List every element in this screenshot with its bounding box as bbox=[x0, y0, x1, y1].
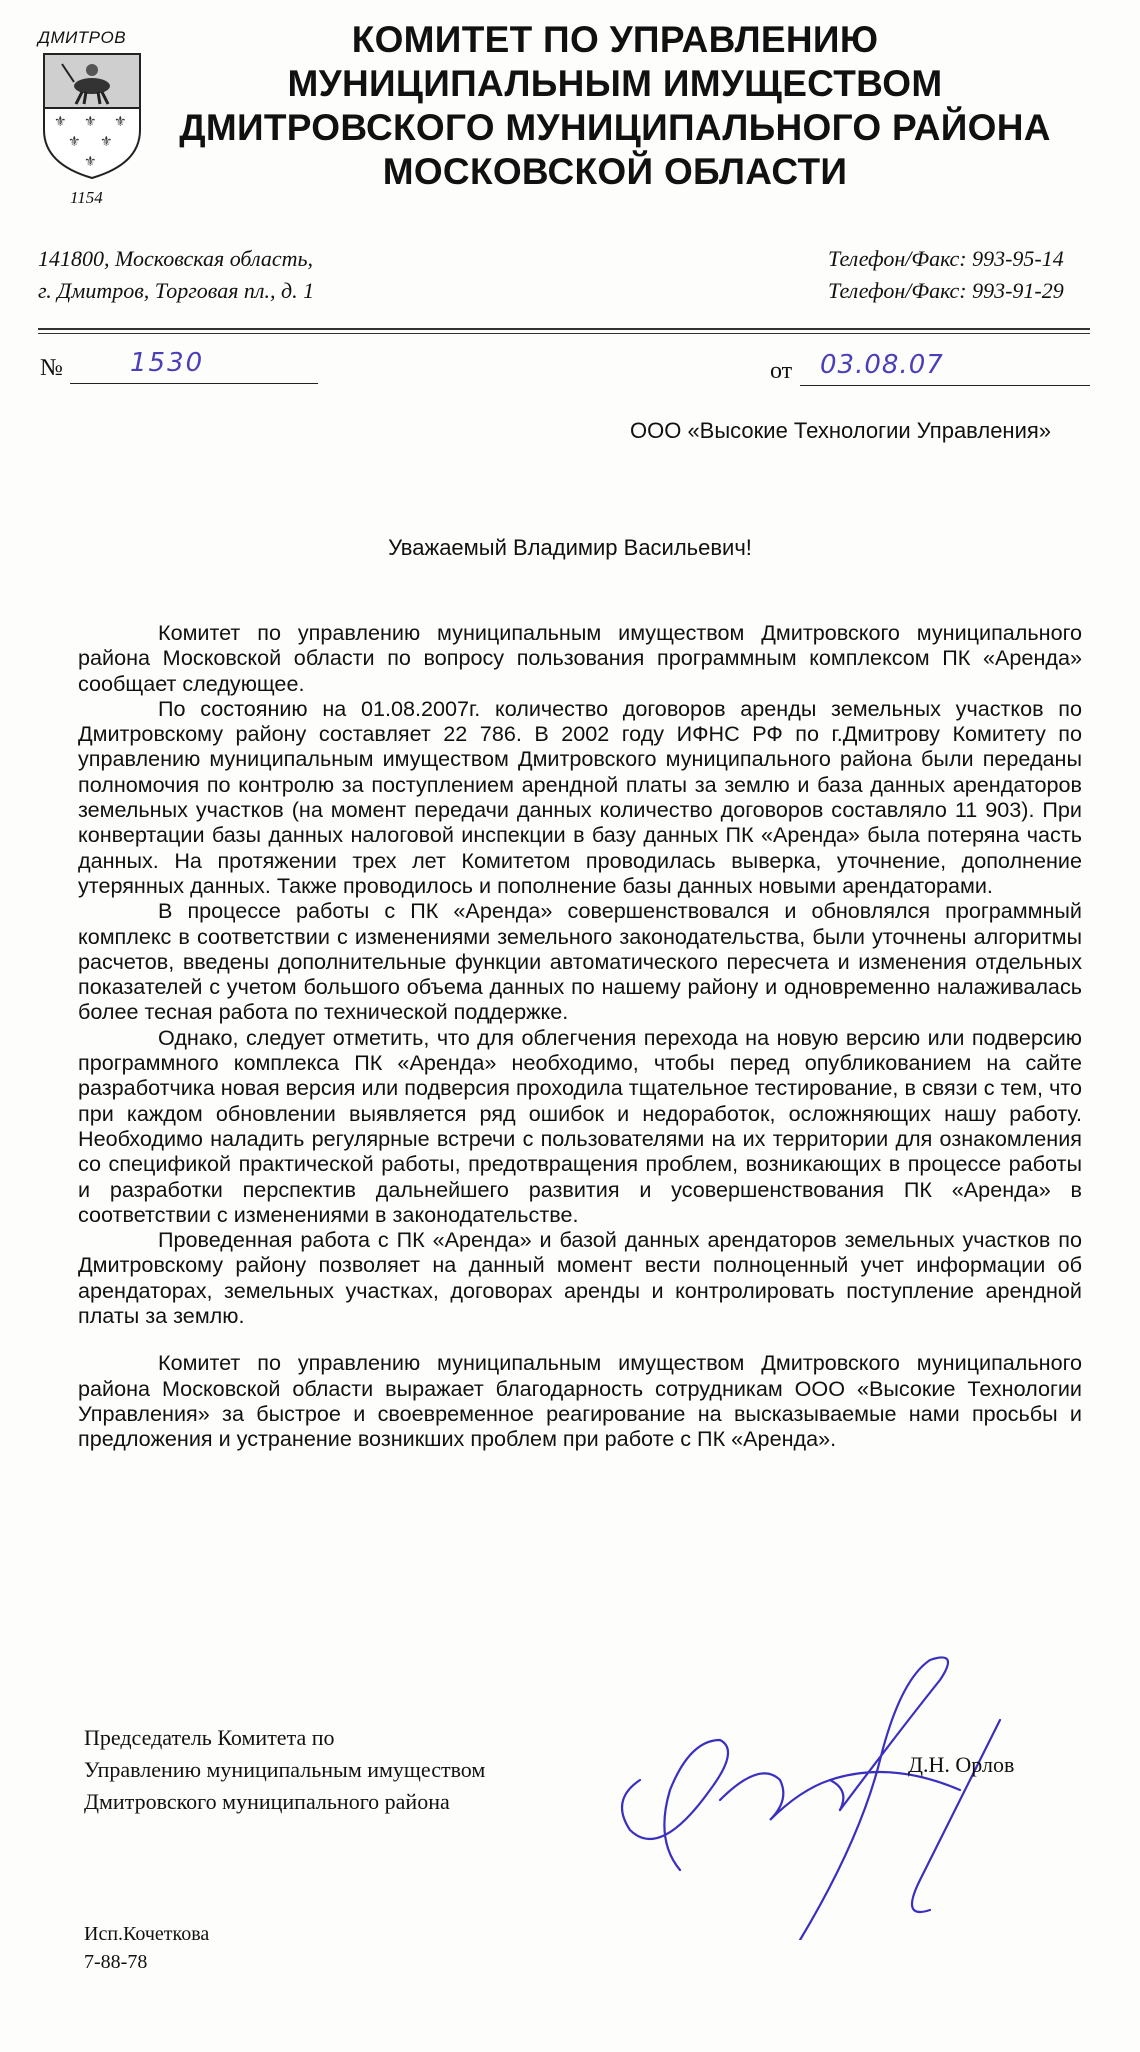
date-label: от bbox=[770, 358, 793, 384]
coat-year-label: 1154 bbox=[70, 188, 103, 207]
paragraph: По состоянию на 01.08.2007г. количество договоров аренды земельных участков по Дмитровскому району составляет 22 786. В 2002 году ИФНС РФ по г.Дмитрову Комитету по управлению муниципальным имуществом Дмитровского муниципального района были переданы полномочия по контролю за поступлением арендной платы за землю и база данных арендаторов земельных участков (на момент передачи данных количество договоров составляло 11 903). При конвертации базы данных налоговой инспекции в базу данных ПК «Аренда» была потеряна часть данных. На протяжении трех лет Комитетом проводилась выверка, уточнение, дополнение утерянных данных. Также проводилось и пополнение базы данных новыми арендаторами. bbox=[78, 695, 1082, 898]
header-divider bbox=[38, 333, 1090, 334]
number-underline bbox=[70, 383, 318, 384]
coat-of-arms-emblem-icon bbox=[42, 52, 142, 180]
address-block bbox=[38, 243, 314, 307]
coat-town-label: ДМИТРОВ bbox=[38, 28, 127, 47]
signatory-title bbox=[84, 1722, 485, 1818]
phone-line: Телефон/Факс: 993-95-14 bbox=[828, 246, 1064, 271]
svg-text:⚜: ⚜ bbox=[114, 115, 127, 130]
svg-text:⚜: ⚜ bbox=[84, 115, 97, 130]
title-line: МУНИЦИПАЛЬНЫМ ИМУЩЕСТВОМ bbox=[287, 63, 943, 104]
organization-title bbox=[160, 18, 1070, 194]
executor-name: Исп.Кочеткова bbox=[84, 1923, 210, 1945]
address-line: 141800, Московская область, bbox=[38, 246, 313, 271]
signatory-title-line: Управлению муниципальным имуществом bbox=[84, 1757, 486, 1782]
recipient: ООО «Высокие Технологии Управления» bbox=[630, 418, 1052, 443]
executor-block bbox=[84, 1920, 209, 1976]
title-line: КОМИТЕТ ПО УПРАВЛЕНИЮ bbox=[351, 19, 879, 60]
paragraph: Комитет по управлению муниципальным имуществом Дмитровского муниципального района Московской области выражает благодарность сотрудникам ООО «Высокие Технологии Управления» за быстрое и своевременное реагирование на высказываемые нами просьбы и предложения и устранение возникших проблем при работе с ПК «Аренда». bbox=[78, 1350, 1082, 1452]
number-value: 1530 bbox=[130, 348, 205, 378]
paragraph: Проведенная работа с ПК «Аренда» и базой данных арендаторов земельных участков по Дмитровскому району позволяет на данный момент вести полноценный учет информации об арендаторах, земельных участках, договорах аренды и контролировать поступление арендной платы за землю. bbox=[78, 1227, 1082, 1329]
handwritten-signature-icon bbox=[600, 1640, 1020, 1940]
date-underline bbox=[800, 385, 1090, 386]
signatory-title-line: Дмитровского муниципального района bbox=[84, 1789, 450, 1814]
svg-text:⚜: ⚜ bbox=[84, 155, 97, 170]
address-line: г. Дмитров, Торговая пл., д. 1 bbox=[38, 278, 315, 303]
letter-body bbox=[78, 620, 1082, 1452]
phone-line: Телефон/Факс: 993-91-29 bbox=[828, 278, 1064, 303]
salutation: Уважаемый Владимир Васильевич! bbox=[388, 535, 752, 560]
paragraph: Однако, следует отметить, что для облегчения перехода на новую версию или подверсию программного комплекса ПК «Аренда» необходимо, чтобы перед опубликованием на сайте разработчика новая версия или подверсия проходила тщательное тестирование, в связи с тем, что при каждом обновлении выявляется ряд ошибок и недоработок, осложняющих нашу работу. Необходимо наладить регулярные встречи с пользователями на их территории для ознакомления со спецификой практической работы, предотвращения проблем, возникающих в процессе работы и разработки перспектив дальнейшего развития и усовершенствования ПК «Аренда» в соответствии с изменениями в законодательстве. bbox=[78, 1024, 1082, 1227]
svg-text:⚜: ⚜ bbox=[54, 115, 67, 130]
paragraph: Комитет по управлению муниципальным имуществом Дмитровского муниципального района Московской области по вопросу пользования программным комплексом ПК «Аренда» сообщает следующее. bbox=[78, 620, 1082, 696]
svg-text:⚜: ⚜ bbox=[68, 135, 81, 150]
header-divider bbox=[38, 328, 1090, 330]
signatory-name: Д.Н. Орлов bbox=[908, 1752, 1015, 1777]
title-line: МОСКОВСКОЙ ОБЛАСТИ bbox=[382, 151, 848, 192]
paragraph: В процессе работы с ПК «Аренда» совершенствовался и обновлялся программный комплекс в соответствии с изменениями земельного законодательства, были уточнены алгоритмы расчетов, введены дополнительные функции автоматического пересчета и изменения отдельных показателей с учетом большого объема данных по нашему району и одновременно налаживалась более тесная работа по технической поддержке. bbox=[78, 898, 1082, 1025]
title-line: ДМИТРОВСКОГО МУНИЦИПАЛЬНОГО РАЙОНА bbox=[179, 107, 1051, 148]
date-value: 03.08.07 bbox=[820, 350, 944, 380]
executor-phone: 7-88-78 bbox=[84, 1951, 148, 1973]
signatory-title-line: Председатель Комитета по bbox=[84, 1725, 335, 1750]
phone-block bbox=[828, 243, 1064, 307]
coat-of-arms bbox=[38, 28, 158, 208]
svg-text:⚜: ⚜ bbox=[100, 135, 113, 150]
number-label: № bbox=[40, 355, 63, 381]
